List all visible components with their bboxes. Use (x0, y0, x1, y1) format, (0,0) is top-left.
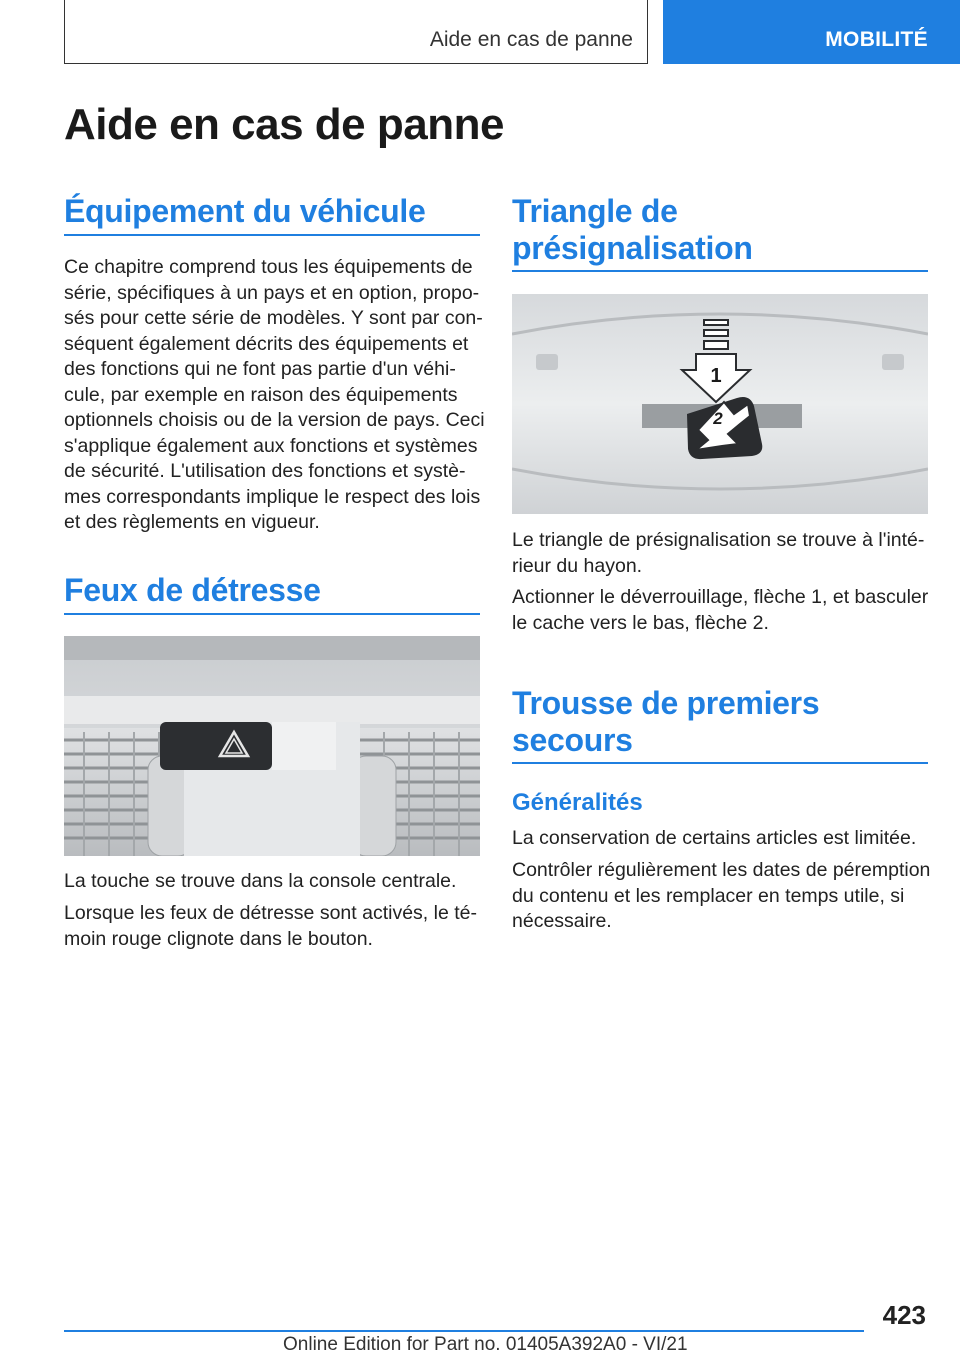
footer-rule (64, 1330, 864, 1332)
warning-triangle-image (512, 294, 928, 514)
footer-edition: Online Edition for Part no. 01405A392A0 - VI/21 (283, 1334, 688, 1355)
paragraph-hazard-indicator: Lorsque les feux de détresse sont activés, le té‐ moin rouge clignote dans le bouton. (64, 902, 477, 950)
heading-equipment: Équipement du véhicule (64, 193, 426, 229)
heading-hazard-lights: Feux de détresse (64, 572, 321, 608)
subheading-general: Généralités (512, 789, 643, 816)
paragraph-hazard-location: La touche se trouve dans la console centrale. (64, 870, 457, 892)
header-section-title: Aide en cas de panne (429, 28, 633, 51)
paragraph-first-aid-shelf-life: La conservation de certains articles est limitée. (512, 827, 917, 849)
heading-rule (512, 762, 928, 764)
paragraph-equipment: Ce chapitre comprend tous les équipements de série, spécifiques à un pays et en option, propo‐ sés pour cette série de modèles. Y sont par con‐ séquent également décrits des équipements et des fonctions qui ne font pas partie d'un véhi‐ cule, par exemple en raison des équipements optionnels choisis ou de la version de pays. Ceci s'applique également aux fonctions et systèmes de sécurité. L'utilisation des fonctions et systè‐ mes correspondants implique le respect des lois et des règlements en vigueur. (64, 256, 485, 533)
heading-warning-triangle: Triangle de présignalisation (512, 193, 753, 266)
header-chapter-label: MOBILITÉ (825, 28, 928, 51)
header-chapter-tab[interactable] (663, 0, 960, 64)
header-section-frame (64, 0, 648, 64)
page-number: 423 (882, 1300, 926, 1330)
paragraph-first-aid-check: Contrôler régulièrement les dates de péremption du contenu et les remplacer en temps utile, si nécessaire. (512, 859, 931, 932)
figure-callout-2: 2 (713, 409, 723, 428)
heading-rule (512, 270, 928, 272)
page-title: Aide en cas de panne (64, 100, 504, 149)
heading-first-aid-kit: Trousse de premiers secours (512, 685, 820, 758)
hazard-console-image (64, 636, 480, 856)
paragraph-triangle-instructions: Actionner le déverrouillage, flèche 1, et basculer le cache vers le bas, flèche 2. (512, 586, 929, 634)
heading-rule (64, 613, 480, 615)
heading-rule (64, 234, 480, 236)
paragraph-triangle-location: Le triangle de présignalisation se trouve à l'inté‐ rieur du hayon. (512, 529, 925, 577)
figure-callout-1: 1 (710, 365, 722, 387)
